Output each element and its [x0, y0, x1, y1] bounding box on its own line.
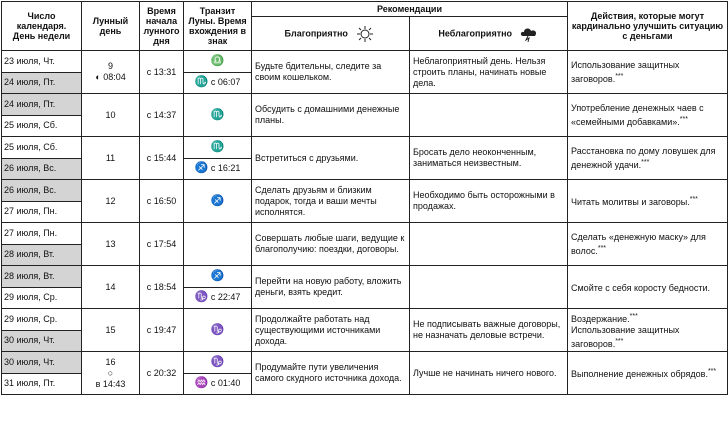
- favorable-cell: Перейти на новую работу, вложить деньги, взять кредит.: [252, 266, 410, 309]
- action-cell: Расстановка по дому ловушек для денежной удачи.***: [568, 137, 728, 180]
- date-cell: 24 июля, Пт.: [2, 72, 82, 94]
- lunar-day-cell: 13: [82, 223, 140, 266]
- lunar-day-cell: 11: [82, 137, 140, 180]
- favorable-cell: Сделать друзьям и близким подарок, тогда и ваши мечты исполнятся.: [252, 180, 410, 223]
- action-cell: Смойте с себя коросту бедности.: [568, 266, 728, 309]
- header-lunar-day: Лунный день: [82, 2, 140, 51]
- sun-icon: [354, 26, 376, 42]
- date-cell: 27 июля, Пн.: [2, 201, 82, 223]
- unfavorable-cell: [410, 94, 568, 137]
- start-time-cell: с 20:32: [140, 352, 184, 395]
- lunar-day-cell: 15: [82, 309, 140, 352]
- action-cell: Читать молитвы и заговоры.***: [568, 180, 728, 223]
- start-time-cell: с 13:31: [140, 51, 184, 94]
- date-cell: 28 июля, Вт.: [2, 266, 82, 288]
- start-time-cell: с 17:54: [140, 223, 184, 266]
- header-recommendations: Рекомендации: [252, 2, 568, 17]
- lunar-day-cell: 16 ○ в 14:43: [82, 352, 140, 395]
- lunar-day-cell: 12: [82, 180, 140, 223]
- transit-sign: ♎: [184, 51, 252, 73]
- moon-phase: ○: [107, 367, 114, 378]
- header-transit: Транзит Луны. Время вхождения в знак: [184, 2, 252, 51]
- start-time-cell: с 19:47: [140, 309, 184, 352]
- transit-sign: ♑: [184, 309, 252, 352]
- lunar-day-cell: 9 ◐ 08:04: [82, 51, 140, 94]
- date-cell: 28 июля, Вт.: [2, 244, 82, 266]
- header-actions: Действия, которые могут кардинально улучшить ситуацию с деньгами: [568, 2, 728, 51]
- unfavorable-cell: Неблагоприятный день. Нельзя строить планы, начинать новые дела.: [410, 51, 568, 94]
- action-cell: Употребление денежных чаев с «семейными добавками».***: [568, 94, 728, 137]
- transit-sign: ♏: [184, 94, 252, 137]
- date-cell: 23 июля, Чт.: [2, 51, 82, 73]
- unfavorable-cell: Необходимо быть осторожными в продажах.: [410, 180, 568, 223]
- unfavorable-cell: Бросать дело неоконченным, заниматься неизвестным.: [410, 137, 568, 180]
- header-start-time: Время начала лунного дня: [140, 2, 184, 51]
- lunar-day-cell: 10: [82, 94, 140, 137]
- favorable-cell: Встретиться с друзьями.: [252, 137, 410, 180]
- favorable-cell: Продумайте пути увеличения самого скудного источника дохода.: [252, 352, 410, 395]
- action-cell: Выполнение денежных обрядов.***: [568, 352, 728, 395]
- favorable-cell: Совершать любые шаги, ведущие к благополучию: поездки, договоры.: [252, 223, 410, 266]
- date-cell: 26 июля, Вс.: [2, 158, 82, 180]
- transit-sign: ♏ с 06:07: [184, 72, 252, 94]
- date-cell: 26 июля, Вс.: [2, 180, 82, 202]
- date-cell: 27 июля, Пн.: [2, 223, 82, 245]
- storm-cloud-icon: [519, 26, 539, 42]
- favorable-cell: Будьте бдительны, следите за своим кошельком.: [252, 51, 410, 94]
- header-favorable: Благоприятно: [252, 17, 410, 51]
- unfavorable-cell: Не подписывать важные договоры, не назначать деловые встречи.: [410, 309, 568, 352]
- unfavorable-cell: Лучше не начинать ничего нового.: [410, 352, 568, 395]
- start-time-cell: с 16:50: [140, 180, 184, 223]
- action-cell: Сделать «денежную маску» для волос.***: [568, 223, 728, 266]
- start-time-cell: с 15:44: [140, 137, 184, 180]
- date-cell: 30 июля, Чт.: [2, 330, 82, 352]
- date-cell: 24 июля, Пт.: [2, 94, 82, 116]
- transit-sign: ♑ с 22:47: [184, 287, 252, 309]
- favorable-cell: Продолжайте работать над существующими источниками дохода.: [252, 309, 410, 352]
- transit-sign: ♐ с 16:21: [184, 158, 252, 180]
- header-unfavorable: Неблагоприятно: [410, 17, 568, 51]
- transit-sign: [184, 223, 252, 266]
- lunar-calendar-table: [1, 1, 728, 395]
- transit-sign: ♐: [184, 266, 252, 288]
- start-time-cell: с 18:54: [140, 266, 184, 309]
- moon-phase: ◐ 08:04: [95, 72, 126, 82]
- lunar-day-cell: 14: [82, 266, 140, 309]
- transit-sign: ♑: [184, 352, 252, 374]
- favorable-cell: Обсудить с домашними денежные планы.: [252, 94, 410, 137]
- transit-sign: ♐: [184, 180, 252, 223]
- transit-sign: ♒ с 01:40: [184, 373, 252, 395]
- action-cell: Воздержание.*** Использование защитных заговоров.***: [568, 309, 728, 352]
- header-date: Число календаря. День недели: [2, 2, 82, 51]
- date-cell: 30 июля, Чт.: [2, 352, 82, 374]
- date-cell: 31 июля, Пт.: [2, 373, 82, 395]
- date-cell: 25 июля, Сб.: [2, 137, 82, 159]
- start-time-cell: с 14:37: [140, 94, 184, 137]
- unfavorable-cell: [410, 266, 568, 309]
- transit-sign: ♏: [184, 137, 252, 159]
- unfavorable-cell: [410, 223, 568, 266]
- date-cell: 29 июля, Ср.: [2, 287, 82, 309]
- action-cell: Использование защитных заговоров.***: [568, 51, 728, 94]
- date-cell: 29 июля, Ср.: [2, 309, 82, 331]
- date-cell: 25 июля, Сб.: [2, 115, 82, 137]
